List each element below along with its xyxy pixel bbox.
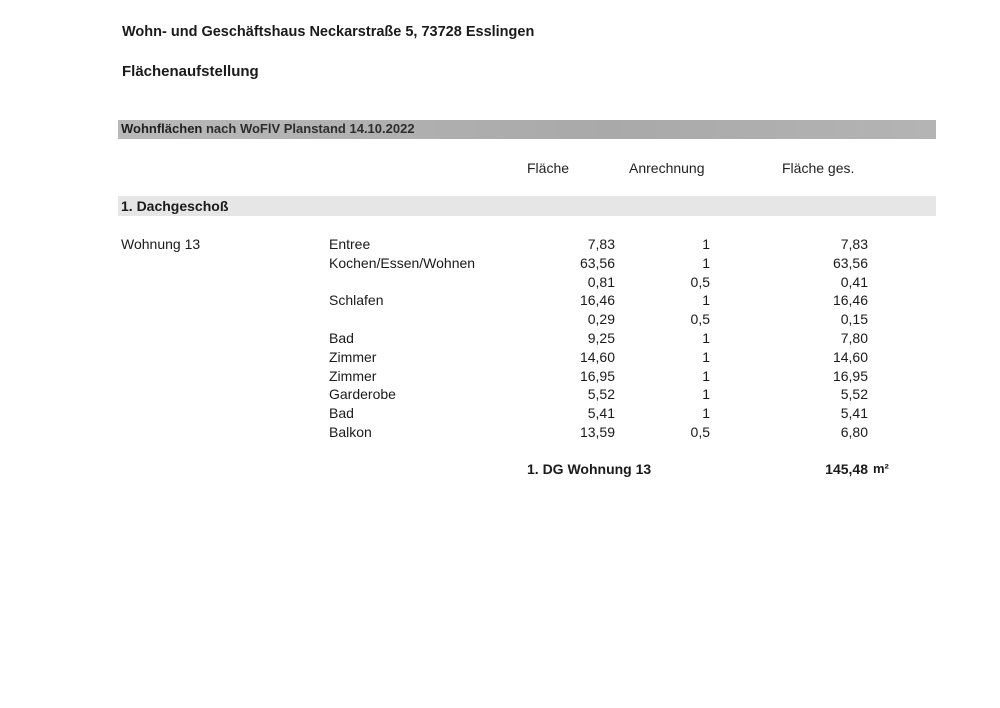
sum-value: 145,48	[825, 461, 868, 477]
table-row	[0, 368, 1000, 387]
room-area: 5,52	[587, 386, 615, 403]
room-factor: 0,5	[690, 311, 710, 328]
table-row	[0, 274, 1000, 293]
room-factor: 1	[702, 254, 710, 271]
table-row	[0, 424, 1000, 443]
room-total: 5,41	[840, 405, 868, 422]
floor-band	[118, 196, 936, 216]
room-factor: 0,5	[690, 273, 710, 290]
room-area: 0,81	[587, 273, 615, 290]
room-area: 13,59	[579, 423, 615, 440]
room-area: 16,95	[579, 367, 615, 384]
room-area: 16,46	[579, 292, 615, 309]
table-row	[0, 349, 1000, 368]
table-row	[0, 405, 1000, 424]
room-total: 16,95	[832, 367, 868, 384]
room-area: 63,56	[579, 254, 615, 271]
room-area: 7,83	[587, 236, 615, 252]
table-row	[0, 330, 1000, 349]
table-row	[0, 236, 1000, 255]
heading-band-bold: Wohnflächen	[121, 121, 203, 136]
room-factor: 1	[702, 348, 710, 365]
room-name: Bad	[329, 405, 354, 422]
room-table	[0, 236, 1000, 443]
floor-title: 1. Dachgeschoß	[121, 198, 229, 214]
table-row	[0, 311, 1000, 330]
heading-band-rest: nach WoFlV Planstand 14.10.2022	[202, 121, 415, 136]
sum-unit: m²	[873, 461, 889, 476]
room-factor: 1	[702, 329, 710, 346]
column-header-area: Fläche	[527, 160, 570, 176]
sum-label: 1. DG Wohnung 13	[527, 461, 652, 477]
room-name: Entree	[329, 236, 371, 252]
room-total: 0,15	[840, 311, 868, 328]
room-area: 5,41	[587, 405, 615, 422]
room-area: 9,25	[587, 329, 615, 346]
room-total: 0,41	[840, 273, 868, 290]
room-name: Schlafen	[329, 292, 384, 309]
section-title: Flächenaufstellung	[122, 63, 259, 80]
table-row	[0, 386, 1000, 405]
room-total: 7,83	[840, 236, 868, 252]
room-total: 6,80	[840, 423, 868, 440]
unit-name: Wohnung 13	[121, 236, 201, 252]
room-total: 16,46	[832, 292, 868, 309]
room-total: 63,56	[832, 254, 868, 271]
room-factor: 1	[702, 405, 710, 422]
room-name: Balkon	[329, 423, 372, 440]
room-name: Zimmer	[329, 367, 377, 384]
room-area: 0,29	[587, 311, 615, 328]
column-header-total: Fläche ges.	[782, 160, 855, 176]
room-factor: 0,5	[690, 423, 710, 440]
room-name: Zimmer	[329, 348, 377, 365]
room-total: 14,60	[832, 348, 868, 365]
column-header-factor: Anrechnung	[629, 160, 705, 176]
table-row	[0, 255, 1000, 274]
room-name: Kochen/Essen/Wohnen	[329, 254, 476, 271]
room-factor: 1	[702, 386, 710, 403]
room-factor: 1	[702, 236, 710, 252]
room-factor: 1	[702, 292, 710, 309]
room-area: 14,60	[579, 348, 615, 365]
room-name: Bad	[329, 329, 354, 346]
room-factor: 1	[702, 367, 710, 384]
room-total: 5,52	[840, 386, 868, 403]
room-name: Garderobe	[329, 386, 396, 403]
heading-band-text	[121, 121, 415, 136]
document-title: Wohn- und Geschäftshaus Neckarstraße 5, 73728 Esslingen	[122, 24, 535, 40]
table-row	[0, 292, 1000, 311]
room-total: 7,80	[840, 329, 868, 346]
